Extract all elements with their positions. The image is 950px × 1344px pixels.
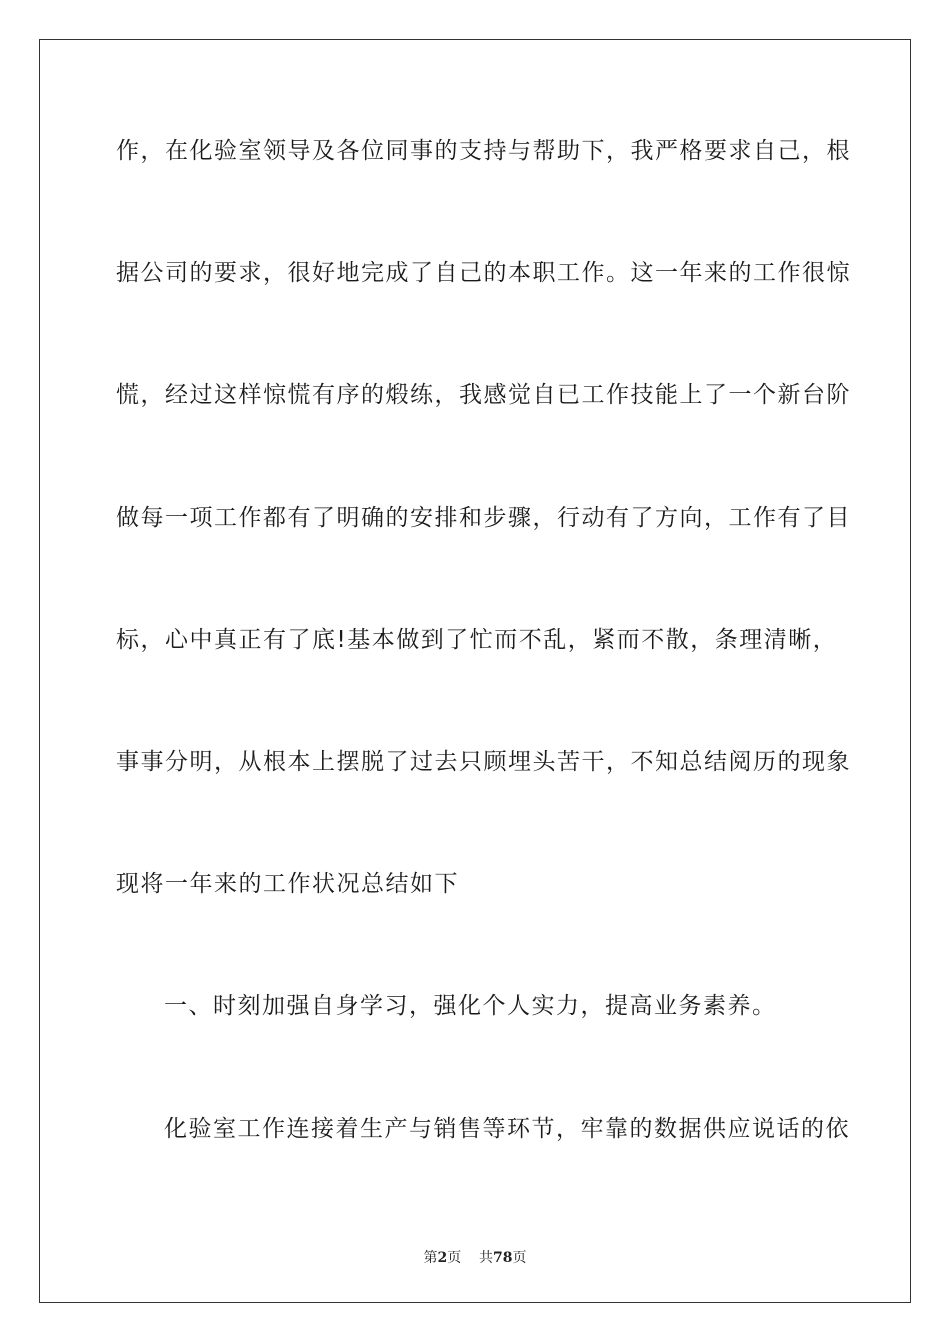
body-text-line: 慌，经过这样惊慌有序的煅练，我感觉自已工作技能上了一个新台阶 [116, 382, 851, 408]
body-text-line: 化验室工作连接着生产与销售等环节，牢靠的数据供应说话的依 [164, 1116, 850, 1142]
body-text-line: 标，心中真正有了底!基本做到了忙而不乱，紧而不散，条理清晰， [116, 627, 838, 653]
page-number-total: 78 [493, 1250, 513, 1266]
section-heading: 一、时刻加强自身学习，强化个人实力，提高业务素养。 [164, 993, 777, 1019]
body-text-line: 做每一项工作都有了明确的安排和步骤，行动有了方向，工作有了目 [116, 505, 851, 531]
body-text-line: 据公司的要求，很好地完成了自己的本职工作。这一年来的工作很惊 [116, 260, 851, 286]
body-text-line: 作，在化验室领导及各位同事的支持与帮助下，我严格要求自己，根 [116, 138, 851, 164]
page-number-current: 2 [437, 1250, 448, 1266]
page-total-prefix: 共 [479, 1250, 494, 1266]
body-text-line: 事事分明，从根本上摆脱了过去只顾埋头苦干，不知总结阅历的现象 [116, 749, 851, 775]
page-total-suffix: 页 [512, 1250, 527, 1266]
page-number-prefix: 第 [423, 1250, 438, 1266]
body-text-line: 现将一年来的工作状况总结如下 [116, 871, 459, 897]
page-footer [0, 1247, 950, 1267]
page-number-suffix: 页 [447, 1250, 462, 1266]
